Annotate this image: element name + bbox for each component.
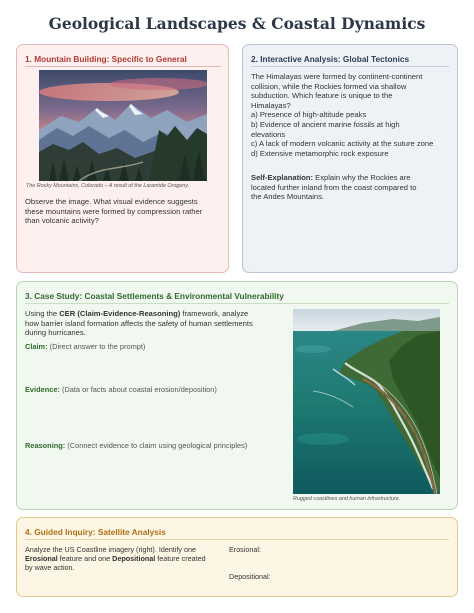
depositional-term: Depositional bbox=[112, 554, 156, 563]
prompt-line: Analyze the US Coastline imagery (right). Identify one bbox=[25, 545, 196, 554]
erosional-field[interactable] bbox=[229, 545, 261, 554]
section-1-caption: The Rocky Mountains, Colorado – A result of the Laramide Orogeny. bbox=[26, 183, 190, 189]
erosional-label: Erosional: bbox=[229, 545, 261, 554]
coastline-photo bbox=[293, 309, 440, 494]
prompt-line: these mountains were formed by compression rather bbox=[25, 206, 203, 216]
self-explanation bbox=[251, 173, 455, 202]
section-3-caption: Rugged coastlines and human infrastructure. bbox=[293, 496, 401, 502]
intro-text: during hurricanes. bbox=[25, 328, 86, 338]
option-b[interactable]: b) Evidence of ancient marine fossils at high bbox=[251, 119, 400, 129]
reasoning-label: Reasoning: bbox=[25, 441, 66, 450]
prompt-line: by wave action. bbox=[25, 563, 75, 572]
section-1-title: 1. Mountain Building: Specific to General bbox=[25, 54, 187, 64]
section-3-rule bbox=[25, 303, 449, 304]
section-coastal-case-study bbox=[16, 281, 458, 510]
option-a[interactable]: a) Presence of high-altitude peaks bbox=[251, 110, 367, 120]
depositional-field[interactable] bbox=[229, 572, 271, 581]
prompt-text: feature created bbox=[155, 554, 206, 563]
option-b-cont[interactable]: elevations bbox=[251, 129, 286, 139]
section-2-title: 2. Interactive Analysis: Global Tectonics bbox=[251, 54, 410, 64]
intro-text: how barrier island formation affects the safety of human settlements bbox=[25, 318, 253, 328]
section-1-prompt bbox=[25, 197, 225, 226]
question-line: Himalayas? bbox=[251, 100, 291, 110]
section-4-prompt bbox=[25, 545, 235, 572]
intro-text: Using the bbox=[25, 309, 60, 318]
section-2-rule bbox=[251, 66, 449, 67]
question-line: The Himalayas were formed by continent-continent bbox=[251, 72, 423, 81]
erosional-term: Erosional bbox=[25, 554, 58, 563]
intro-text: framework, analyze bbox=[180, 309, 249, 318]
section-mountain-building bbox=[16, 44, 229, 273]
rocky-mountains-photo bbox=[39, 70, 207, 181]
depositional-label: Depositional: bbox=[229, 572, 271, 581]
prompt-line: than volcanic activity? bbox=[25, 216, 99, 226]
question-line: subduction. Which feature is unique to the bbox=[251, 91, 393, 101]
evidence-label: Evidence: bbox=[25, 385, 60, 394]
self-explanation-text: Explain why the Rockies are bbox=[313, 173, 411, 182]
section-1-rule bbox=[25, 66, 221, 67]
section-3-title: 3. Case Study: Coastal Settlements & Environmental Vulnerability bbox=[25, 291, 284, 301]
reasoning-field[interactable] bbox=[25, 441, 247, 450]
section-4-rule bbox=[25, 539, 449, 540]
question-line: collision, while the Rockies formed via shallow bbox=[251, 81, 407, 91]
section-2-question bbox=[251, 72, 455, 158]
prompt-text: feature and one bbox=[57, 554, 113, 563]
option-c[interactable]: c) A lack of modern volcanic activity at the suture zone bbox=[251, 139, 434, 149]
section-4-title: 4. Guided Inquiry: Satellite Analysis bbox=[25, 527, 166, 537]
self-explanation-text: located further inland from the coast compared to bbox=[251, 182, 417, 192]
claim-hint: (Direct answer to the prompt) bbox=[47, 342, 146, 351]
claim-field[interactable] bbox=[25, 342, 145, 351]
self-explanation-label: Self-Explanation: bbox=[251, 173, 314, 182]
prompt-line: Observe the image. What visual evidence suggests bbox=[25, 197, 198, 206]
section-global-tectonics bbox=[242, 44, 458, 273]
self-explanation-text: the Andes Mountains. bbox=[251, 192, 325, 202]
section-satellite-analysis bbox=[16, 517, 458, 597]
option-d[interactable]: d) Extensive metamorphic rock exposure bbox=[251, 148, 389, 158]
section-3-intro bbox=[25, 309, 295, 338]
evidence-field[interactable] bbox=[25, 385, 217, 394]
cer-term: CER (Claim-Evidence-Reasoning) bbox=[59, 309, 181, 318]
reasoning-hint: (Connect evidence to claim using geological principles) bbox=[65, 441, 248, 450]
evidence-hint: (Data or facts about coastal erosion/deposition) bbox=[59, 385, 217, 394]
claim-label: Claim: bbox=[25, 342, 48, 351]
page-title: Geological Landscapes & Coastal Dynamics bbox=[48, 14, 426, 33]
